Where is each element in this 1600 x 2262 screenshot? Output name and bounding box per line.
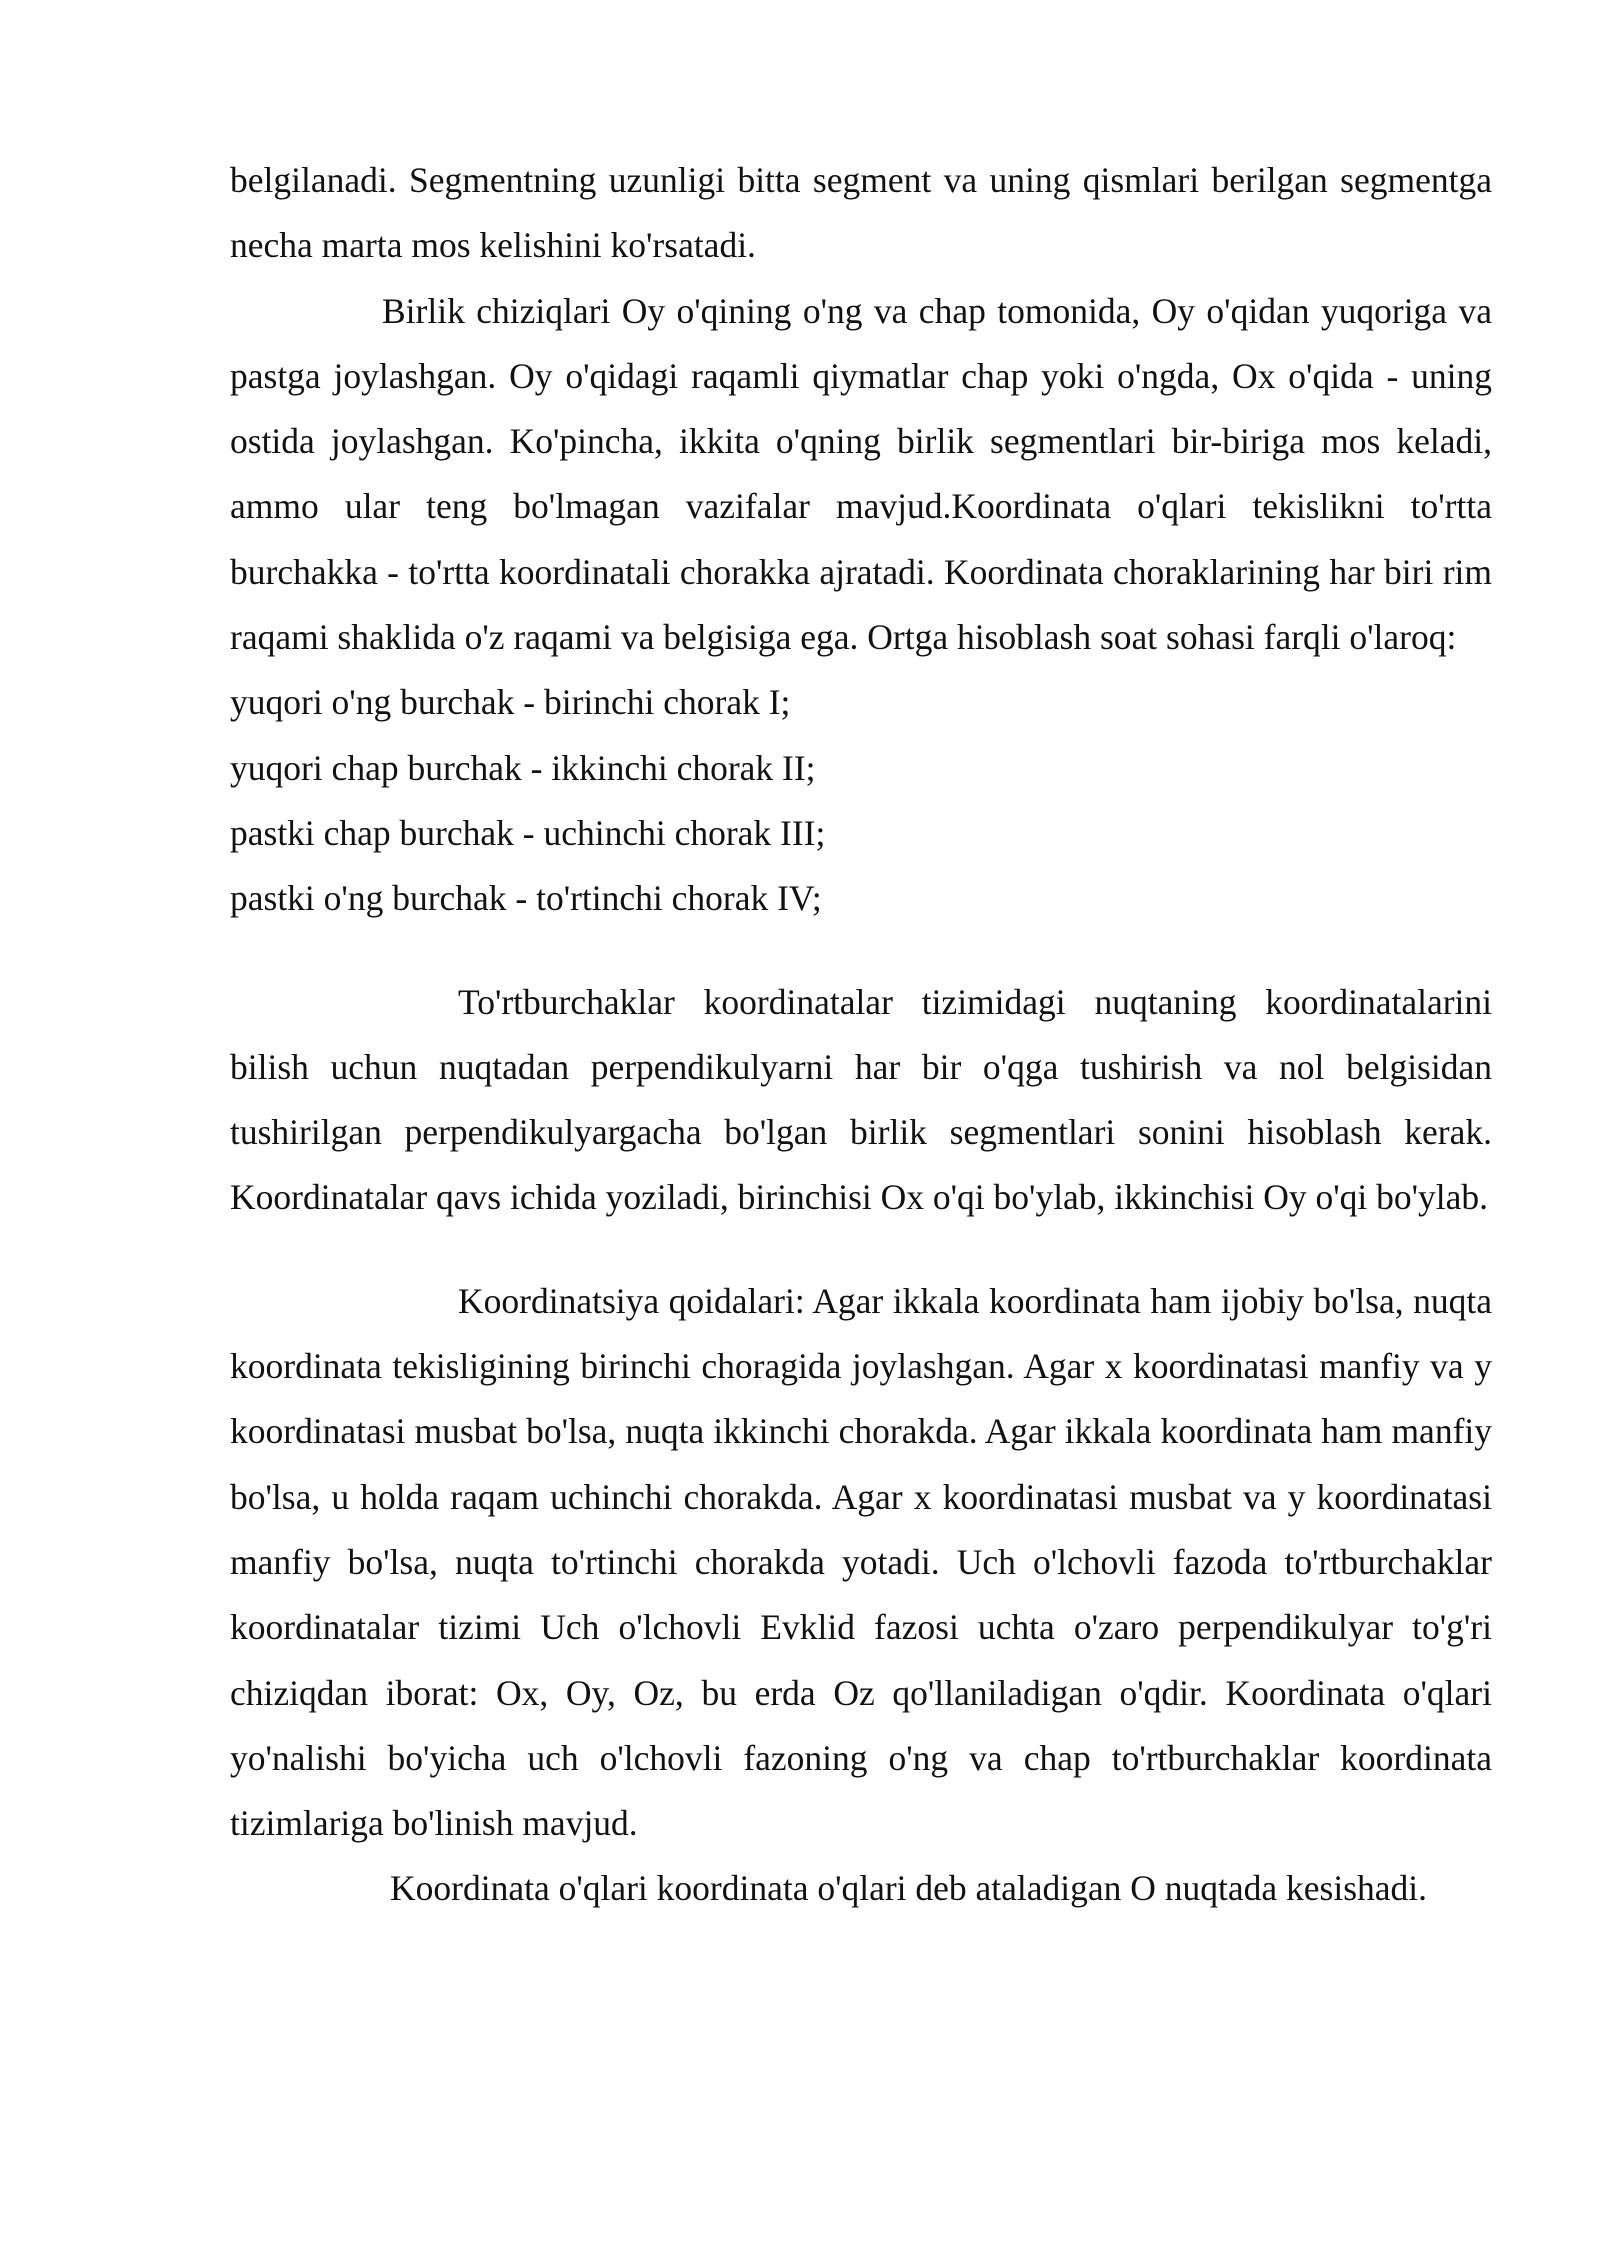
quadrant-line-first: yuqori o'ng burchak - birinchi chorak I; [230, 682, 791, 723]
quadrant-line-fourth: pastki o'ng burchak - to'rtinchi chorak IV; [230, 878, 822, 919]
paragraph-point-coordinates: To'rtburchaklar koordinatalar tizimidagi nuqtaning koordinatalarini bilish uchun nuqtadan perpendikulyarni har bir o'qga tushirish va nol belgisidan tushirilgan perpendikulyargacha bo'lgan birlik segmentlari sonini hisoblash kerak. Koordinatalar qavs ichida yoziladi, birinchisi Ox o'qi bo'ylab, ikkinchisi Oy o'qi bo'ylab. [230, 981, 1492, 1218]
document-body [230, 148, 1492, 1922]
paragraph-segment-length: belgilanadi. Segmentning uzunligi bitta segment va uning qismlari berilgan segmentga necha marta mos kelishini ko'rsatadi. [230, 160, 1492, 266]
quadrant-line-third: pastki chap burchak - uchinchi chorak III; [230, 812, 826, 853]
paragraph-origin-point: Koordinata o'qlari koordinata o'qlari deb ataladigan O nuqtada kesishadi. [390, 1868, 1428, 1909]
quadrant-line-second: yuqori chap burchak - ikkinchi chorak II; [230, 747, 816, 788]
paragraph-unit-lines: Birlik chiziqlari Oy o'qining o'ng va chap tomonida, Oy o'qidan yuqoriga va pastga joylashgan. Oy o'qidagi raqamli qiymatlar chap yoki o'ngda, Ox o'qida - uning ostida joylashgan. Ko'pincha, ikkita o'qning birlik segmentlari bir-biriga mos keladi, ammo ular teng bo'lmagan vazifalar mavjud.Koordinata o'qlari tekislikni to'rtta burchakka - to'rtta koordinatali chorakka ajratadi. Koordinata choraklarining har biri rim raqami shaklida o'z raqami va belgisiga ega. Ortga hisoblash soat sohasi farqli o'laroq: [230, 290, 1492, 658]
paragraph-coordination-rules: Koordinatsiya qoidalari: Agar ikkala koordinata ham ijobiy bo'lsa, nuqta koordinata tekisligining birinchi choragida joylashgan. Agar x koordinatasi manfiy va y koordinatasi musbat bo'lsa, nuqta ikkinchi chorakda. Agar ikkala koordinata ham manfiy bo'lsa, u holda raqam uchinchi chorakda. Agar x koordinatasi musbat va y koordinatasi manfiy bo'lsa, nuqta to'rtinchi chorakda yotadi. Uch o'lchovli fazoda to'rtburchaklar koordinatalar tizimi Uch o'lchovli Evklid fazosi uchta o'zaro perpendikulyar to'g'ri chiziqdan iborat: Ox, Oy, Oz, bu erda Oz qo'llaniladigan o'qdir. Koordinata o'qlari yo'nalishi bo'yicha uch o'lchovli fazoning o'ng va chap to'rtburchaklar koordinata tizimlariga bo'linish mavjud. [230, 1280, 1492, 1844]
